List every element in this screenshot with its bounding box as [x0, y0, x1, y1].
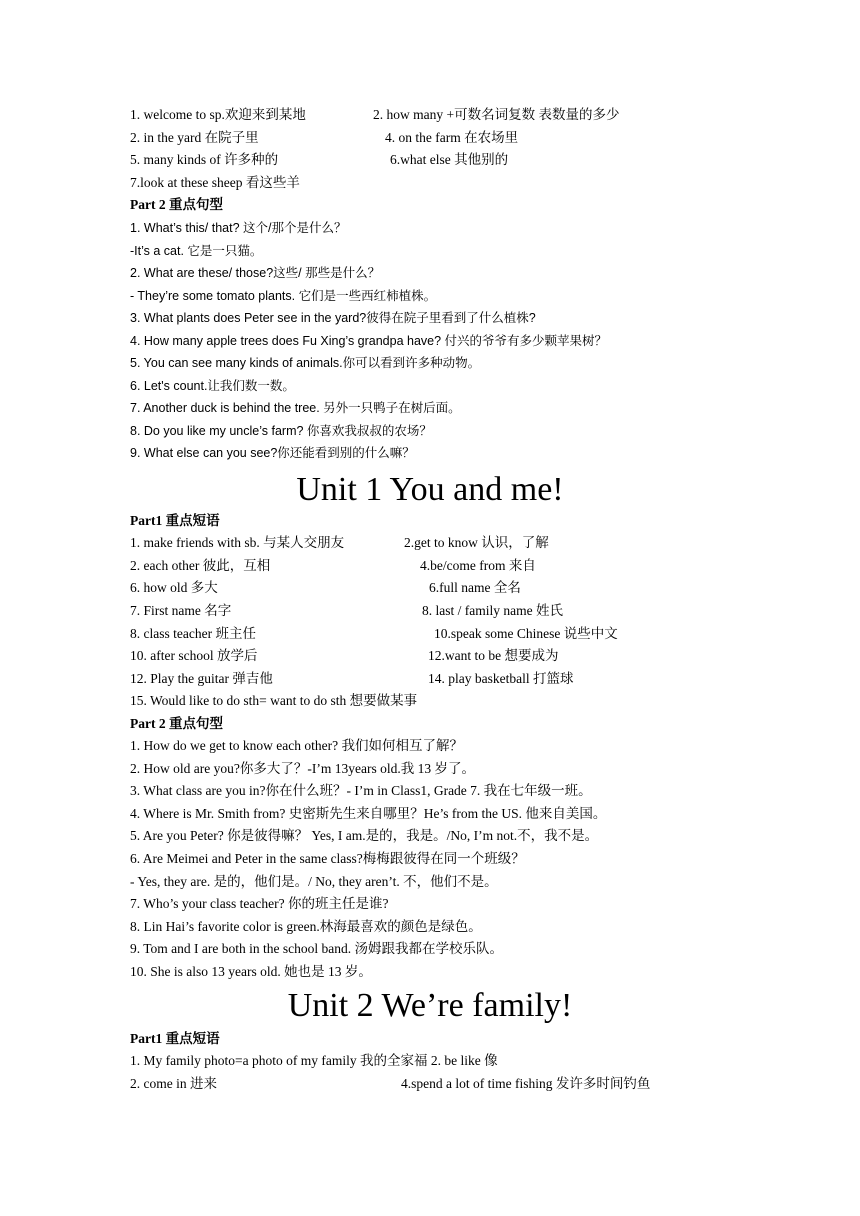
phrase-text: 6. how old 多大 [130, 580, 218, 595]
section-heading: Part 2 重点句型 [130, 716, 223, 731]
sentence-line: 6. Let's count.让我们数一数。 [130, 379, 295, 393]
phrase-text: 1. My family photo=a photo of my family 我的全家福 2. be like 像 [130, 1053, 498, 1068]
phrase-text: 10. after school 放学后 [130, 648, 258, 663]
sentence-line: 7. Another duck is behind the tree. 另外一只鸭子在树后面。 [130, 401, 461, 415]
section-heading: Part1 重点短语 [130, 1031, 220, 1046]
sentence-line: - They’re some tomato plants. 它们是一些西红柿植株。 [130, 289, 437, 303]
phrase-text: 4.be/come from 来自 [420, 558, 536, 573]
phrase-text: 6.full name 全名 [429, 580, 521, 595]
sentence-line: 9. What else can you see?你还能看到别的什么嘛？ [130, 446, 415, 460]
phrase-text: 2. each other 彼此，互相 [130, 558, 271, 573]
phrase-text: 1. make friends with sb. 与某人交朋友 [130, 535, 345, 550]
phrase-text: 1. welcome to sp.欢迎来到某地 [130, 107, 306, 122]
section-heading: Part1 重点短语 [130, 513, 220, 528]
sentence-line: 2. How old are you?你多大了？-I’m 13years old.我 13 岁了。 [130, 761, 475, 776]
phrase-text: 2. in the yard 在院子里 [130, 130, 259, 145]
phrase-text: 7. First name 名字 [130, 603, 232, 618]
sentence-line: 8. Do you like my uncle’s farm? 你喜欢我叔叔的农场？ [130, 424, 432, 438]
sentence-line: 8. Lin Hai’s favorite color is green.林海最喜欢的颜色是绿色。 [130, 919, 482, 934]
phrase-text: 7.look at these sheep 看这些羊 [130, 175, 300, 190]
sentence-line: 4. Where is Mr. Smith from? 史密斯先生来自哪里？He’s from the US. 他来自美国。 [130, 806, 607, 821]
sentence-line: 2. What are these/ those?这些/ 那些是什么？ [130, 266, 381, 280]
phrase-text: 2. how many +可数名词复数 表数量的多少 [373, 107, 620, 122]
phrase-text: 10.speak some Chinese 说些中文 [434, 626, 618, 641]
phrase-text: 2. come in 进来 [130, 1076, 217, 1091]
sentence-line: 7. Who’s your class teacher? 你的班主任是谁? [130, 896, 389, 911]
sentence-line: 5. Are you Peter? 你是彼得嘛？ Yes, I am.是的，我是。/No, I’m not.不，我不是。 [130, 828, 599, 843]
unit-title: Unit 2 We’re family! [287, 987, 573, 1024]
phrase-text: 4. on the farm 在农场里 [385, 130, 519, 145]
phrase-text: 15. Would like to do sth= want to do sth 想要做某事 [130, 693, 418, 708]
section-heading: Part 2 重点句型 [130, 197, 223, 212]
unit-title: Unit 1 You and me! [296, 471, 564, 508]
phrase-text: 8. class teacher 班主任 [130, 626, 256, 641]
phrase-text: 14. play basketball 打篮球 [428, 671, 574, 686]
phrase-text: 12.want to be 想要成为 [428, 648, 559, 663]
sentence-line: 3. What class are you in?你在什么班？- I’m in Class1, Grade 7. 我在七年级一班。 [130, 783, 592, 798]
sentence-line: - Yes, they are. 是的，他们是。/ No, they aren’t. 不，他们不是。 [130, 874, 498, 889]
phrase-text: 8. last / family name 姓氏 [422, 603, 563, 618]
sentence-line: 1. How do we get to know each other? 我们如何相互了解？ [130, 738, 463, 753]
phrase-text: 6.what else 其他别的 [390, 152, 509, 167]
sentence-line: 9. Tom and I are both in the school band. 汤姆跟我都在学校乐队。 [130, 941, 504, 956]
phrase-text: 2.get to know 认识，了解 [404, 535, 549, 550]
sentence-line: 6. Are Meimei and Peter in the same class?梅梅跟彼得在同一个班级？ [130, 851, 525, 866]
phrase-text: 12. Play the guitar 弹吉他 [130, 671, 273, 686]
sentence-line: -It’s a cat. 它是一只猫。 [130, 244, 263, 258]
sentence-line: 1. What’s this/ that? 这个/那个是什么？ [130, 221, 347, 235]
phrase-text: 5. many kinds of 许多种的 [130, 152, 279, 167]
phrase-text: 4.spend a lot of time fishing 发许多时间钓鱼 [401, 1076, 651, 1091]
phrase-row [130, 107, 306, 123]
sentence-line: 4. How many apple trees does Fu Xing’s grandpa have? 付兴的爷爷有多少颗苹果树？ [130, 334, 608, 348]
sentence-line: 3. What plants does Peter see in the yard?彼得在院子里看到了什么植株? [130, 311, 536, 325]
sentence-line: 5. You can see many kinds of animals.你可以看到许多种动物。 [130, 356, 481, 370]
sentence-line: 10. She is also 13 years old. 她也是 13 岁。 [130, 964, 372, 979]
